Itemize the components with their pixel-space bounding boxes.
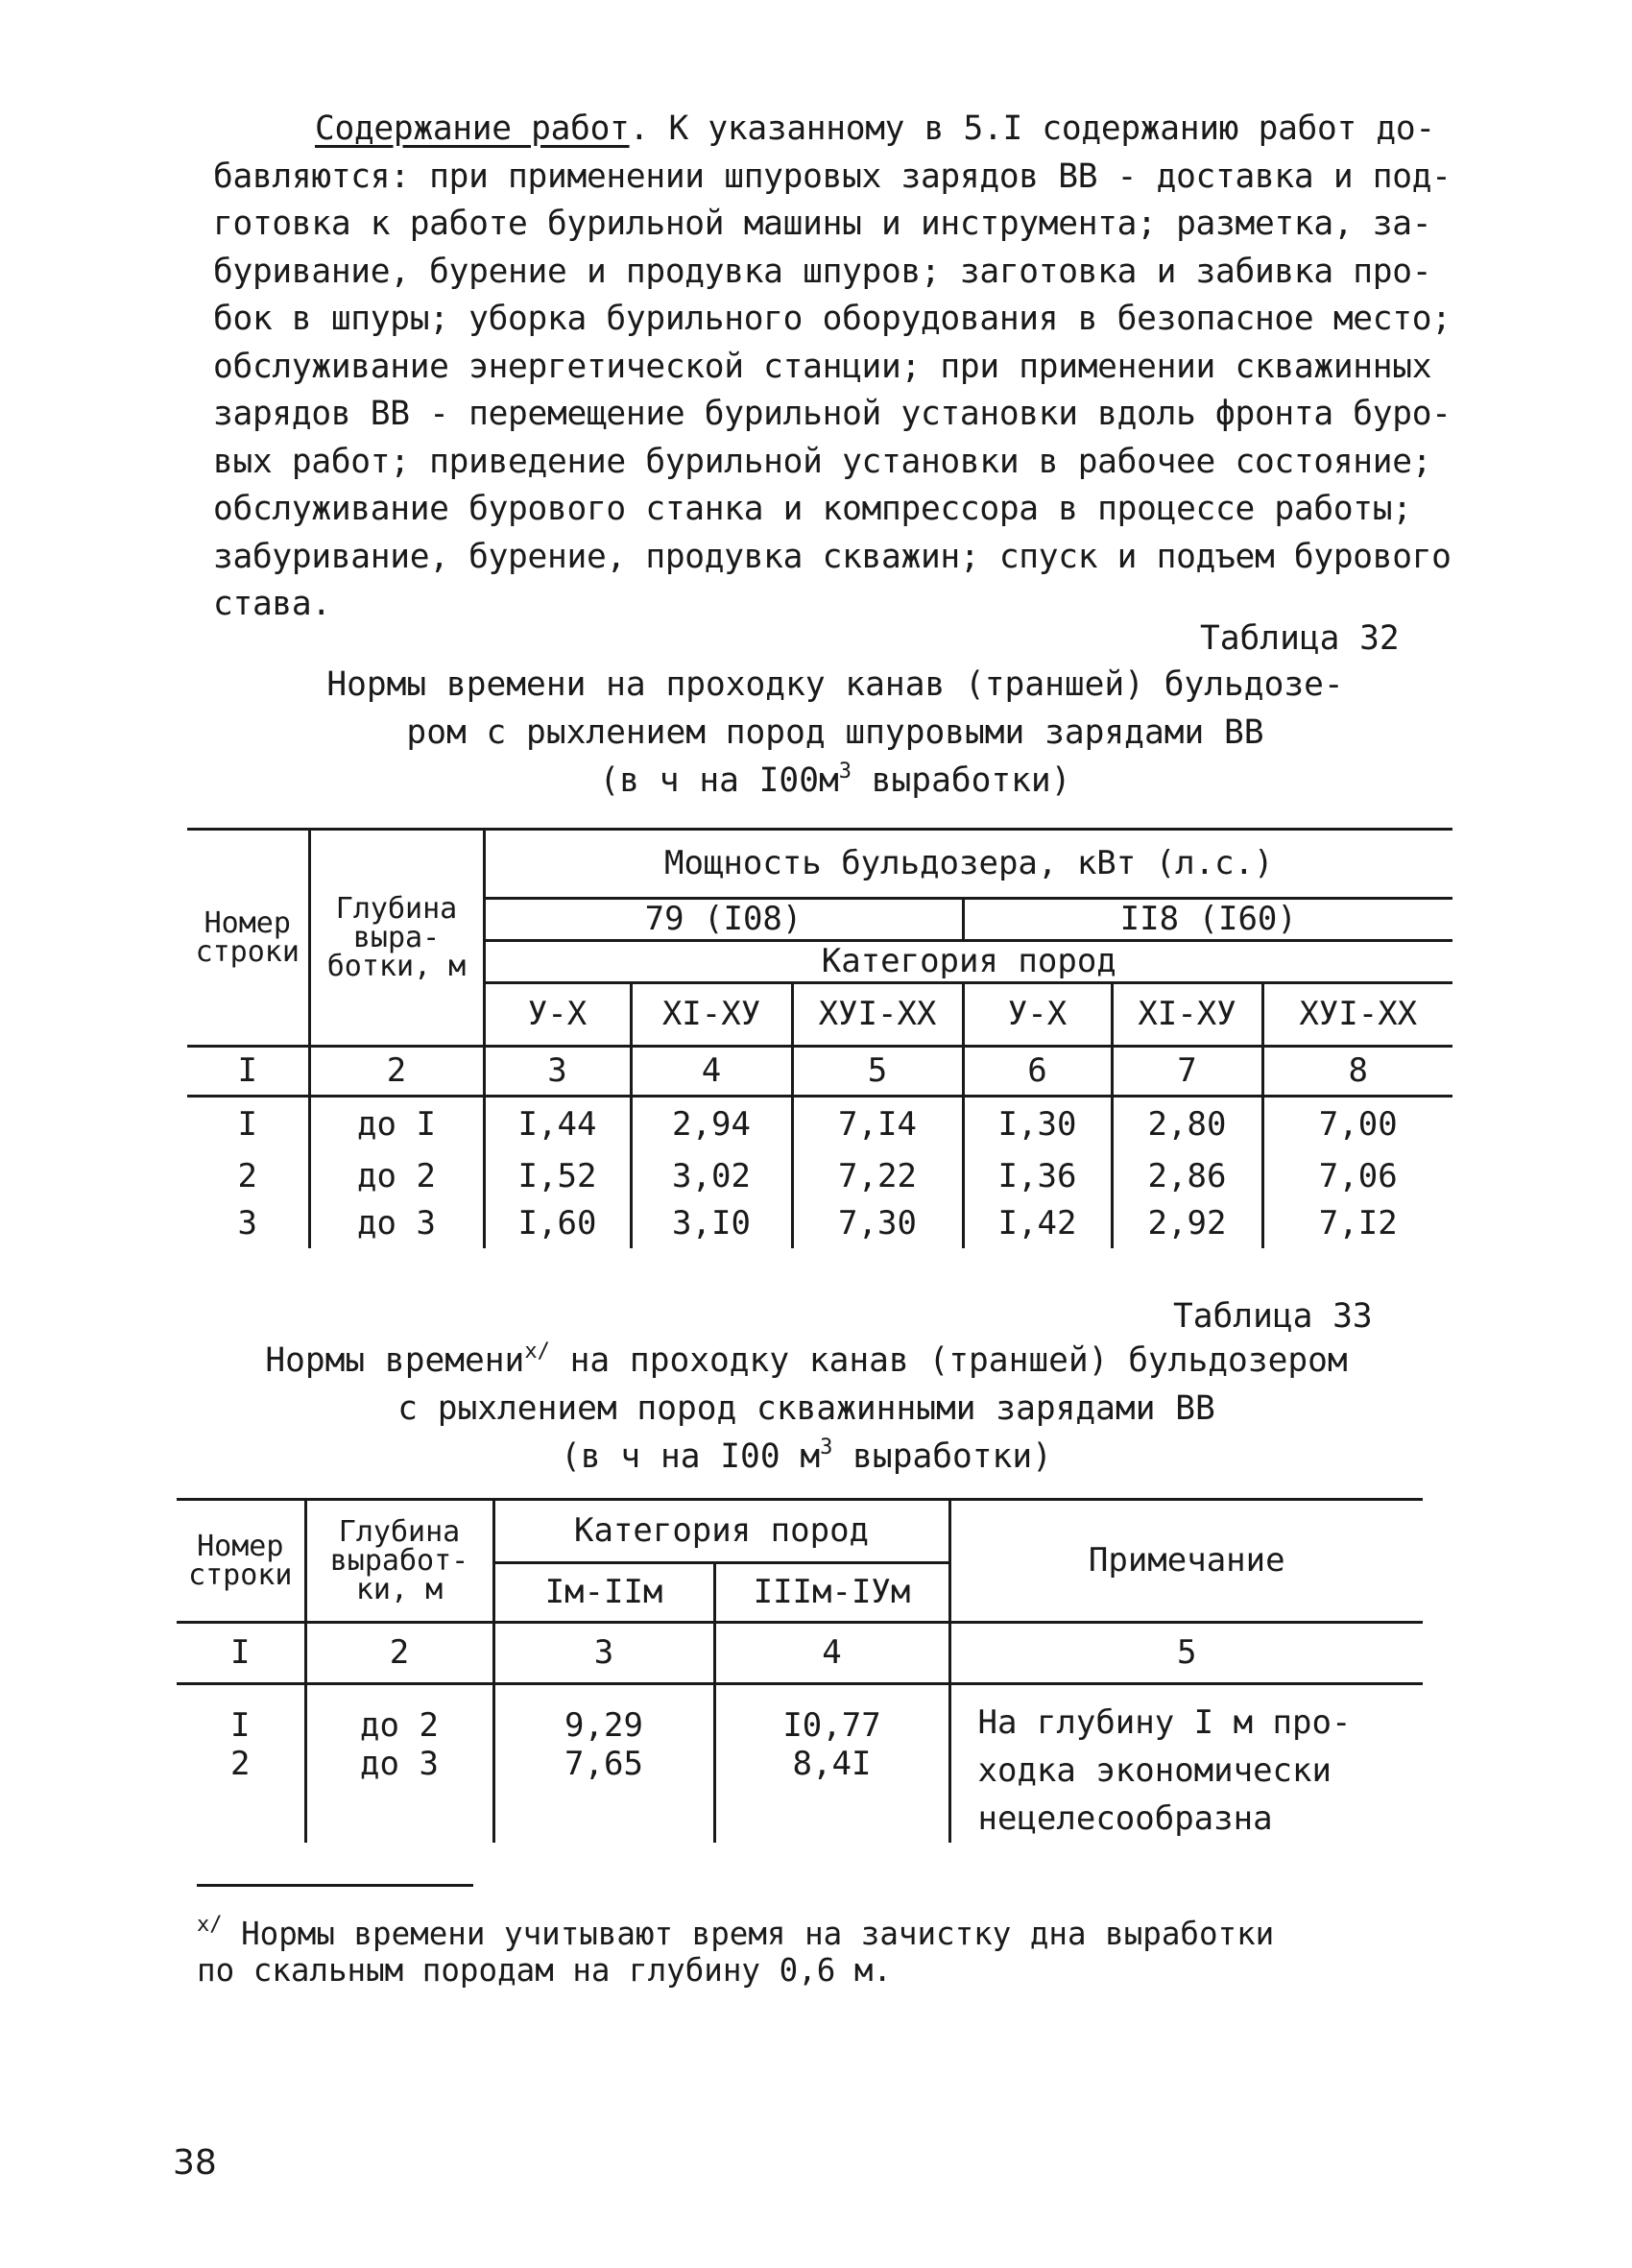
t33-col-number: 2 xyxy=(305,1623,493,1684)
t33-header-row-no: Номер строки xyxy=(188,1529,293,1592)
footnote-rule xyxy=(197,1884,473,1887)
t32-col-number: 7 xyxy=(1112,1047,1262,1097)
table33-title xyxy=(250,1337,1363,1481)
t32-header-power-a: 79 (I08) xyxy=(484,899,963,941)
table33 xyxy=(177,1498,1423,1843)
footnote-line: по скальным породам на глубину 0,6 м. xyxy=(197,1952,892,1989)
t32-col-number: 3 xyxy=(484,1047,631,1097)
table33-units: (в ч на I00 $м^3$ выработки) xyxy=(561,1436,1052,1476)
t32-col-numbers xyxy=(187,1047,1452,1097)
paragraph-line: забуривание, бурение, продувка скважин; спуск и подъем бурового xyxy=(213,537,1452,576)
paragraph-line: става. xyxy=(213,585,331,623)
t33-col-number: 4 xyxy=(714,1623,949,1684)
t32-col-number: 6 xyxy=(963,1047,1112,1097)
paragraph-line: бавляются: при применении шпуровых зарядов ВВ - доставка и под- xyxy=(213,157,1452,196)
t33-note: На глубину I м про- ходка экономически нецелесообразна xyxy=(949,1684,1423,1844)
t32-cat: У-Х xyxy=(963,983,1112,1047)
table32-label: Таблица 32 xyxy=(1200,619,1400,658)
table32 xyxy=(187,828,1452,1248)
paragraph-line: вых работ; приведение бурильной установки в рабочее состояние; xyxy=(213,442,1432,481)
page-number: 38 xyxy=(173,2143,217,2183)
t33-header-note: Примечание xyxy=(949,1500,1423,1623)
t32-cat: ХУI-ХХ xyxy=(792,983,963,1047)
t32-cat: У-Х xyxy=(484,983,631,1047)
paragraph-line: бок в шпуры; уборка бурильного оборудования в безопасное место; xyxy=(213,300,1452,338)
table32-title-line: Нормы времени на проходку канав (траншей) бульдозе- xyxy=(326,665,1344,704)
paragraph-heading: Содержание работ xyxy=(315,109,630,148)
paragraph-line: готовка к работе бурильной машины и инструмента; разметка, за- xyxy=(213,205,1432,243)
t33-cat: IIIм-IУм xyxy=(714,1563,949,1623)
table32-title-line: ром с рыхлением пород шпуровыми зарядами ВВ xyxy=(406,713,1264,752)
table33-label: Таблица 33 xyxy=(1173,1297,1373,1336)
t33-col-number: I xyxy=(230,1632,251,1672)
t32-cat: ХУI-ХХ xyxy=(1262,983,1452,1047)
table-row: 2 до 2 I,52 3,02 7,22 I,36 2,86 7,06 xyxy=(187,1154,1452,1201)
footnote-line: $^{x/}$ Нормы времени учитывают время на зачистку дна выработки xyxy=(197,1913,1275,1952)
t32-header-power-b: II8 (I60) xyxy=(963,899,1452,941)
table33-title-line: Нормы времени$^{x/}$ на проходку канав (траншей) бульдозером xyxy=(265,1339,1348,1380)
footnote-mark: x/ xyxy=(524,1339,550,1363)
t32-col-number: 2 xyxy=(309,1047,484,1097)
paragraph-line: буривание, бурение и продувка шпуров; заготовка и забивка про- xyxy=(213,252,1432,291)
t32-col-number: 8 xyxy=(1262,1047,1452,1097)
t33-header-category: Категория пород xyxy=(493,1500,949,1563)
paragraph-line: обслуживание бурового станка и компрессора в процессе работы; xyxy=(213,490,1412,528)
t32-cat: XI-ХУ xyxy=(1112,983,1262,1047)
paragraph-line: Содержание работ. К указанному в 5.I содержанию работ до- xyxy=(315,109,1435,148)
table-row: 3 до 3 I,60 3,I0 7,30 I,42 2,92 7,I2 xyxy=(187,1201,1452,1248)
t32-header-row-no: Номер строки xyxy=(195,905,300,969)
t32-col-number: I xyxy=(237,1050,257,1090)
footnote xyxy=(197,1913,1275,1989)
table-row: I до I I,44 2,94 7,I4 I,30 2,80 7,00 xyxy=(187,1097,1452,1154)
table-row: I до 2 9,29 I0,77 На глубину I м про- ходка экономически нецелесообразна xyxy=(177,1684,1423,1744)
t33-col-number: 3 xyxy=(493,1623,714,1684)
t32-col-number: 4 xyxy=(631,1047,792,1097)
footnote-mark: x/ xyxy=(197,1913,223,1937)
t33-header-depth: Глубина выработ- ки, м xyxy=(305,1500,493,1623)
table32-title xyxy=(288,661,1382,805)
t32-header-power: Мощность бульдозера, кВт (л.с.) xyxy=(484,830,1452,899)
table-row: 2 до 3 7,65 8,4I xyxy=(177,1744,1423,1843)
t33-col-numbers xyxy=(177,1623,1423,1684)
t32-cat: XI-ХУ xyxy=(631,983,792,1047)
paragraph-line: обслуживание энергетической станции; при применении скважинных xyxy=(213,347,1432,386)
table32-units: (в ч на $I00м^3$ выработки) xyxy=(599,760,1071,800)
table33-title-line: с рыхлением пород скважинными зарядами ВВ xyxy=(397,1389,1215,1428)
t32-header-category: Категория пород xyxy=(484,941,1452,983)
t32-col-number: 5 xyxy=(792,1047,963,1097)
t33-cat: Iм-IIм xyxy=(493,1563,714,1623)
work-content-paragraph xyxy=(213,106,1452,629)
t32-header-depth: Глубина выра- ботки, м xyxy=(309,830,484,1047)
t33-col-number: 5 xyxy=(949,1623,1423,1684)
paragraph-line: зарядов ВВ - перемещение бурильной установки вдоль фронта буро- xyxy=(213,395,1452,433)
